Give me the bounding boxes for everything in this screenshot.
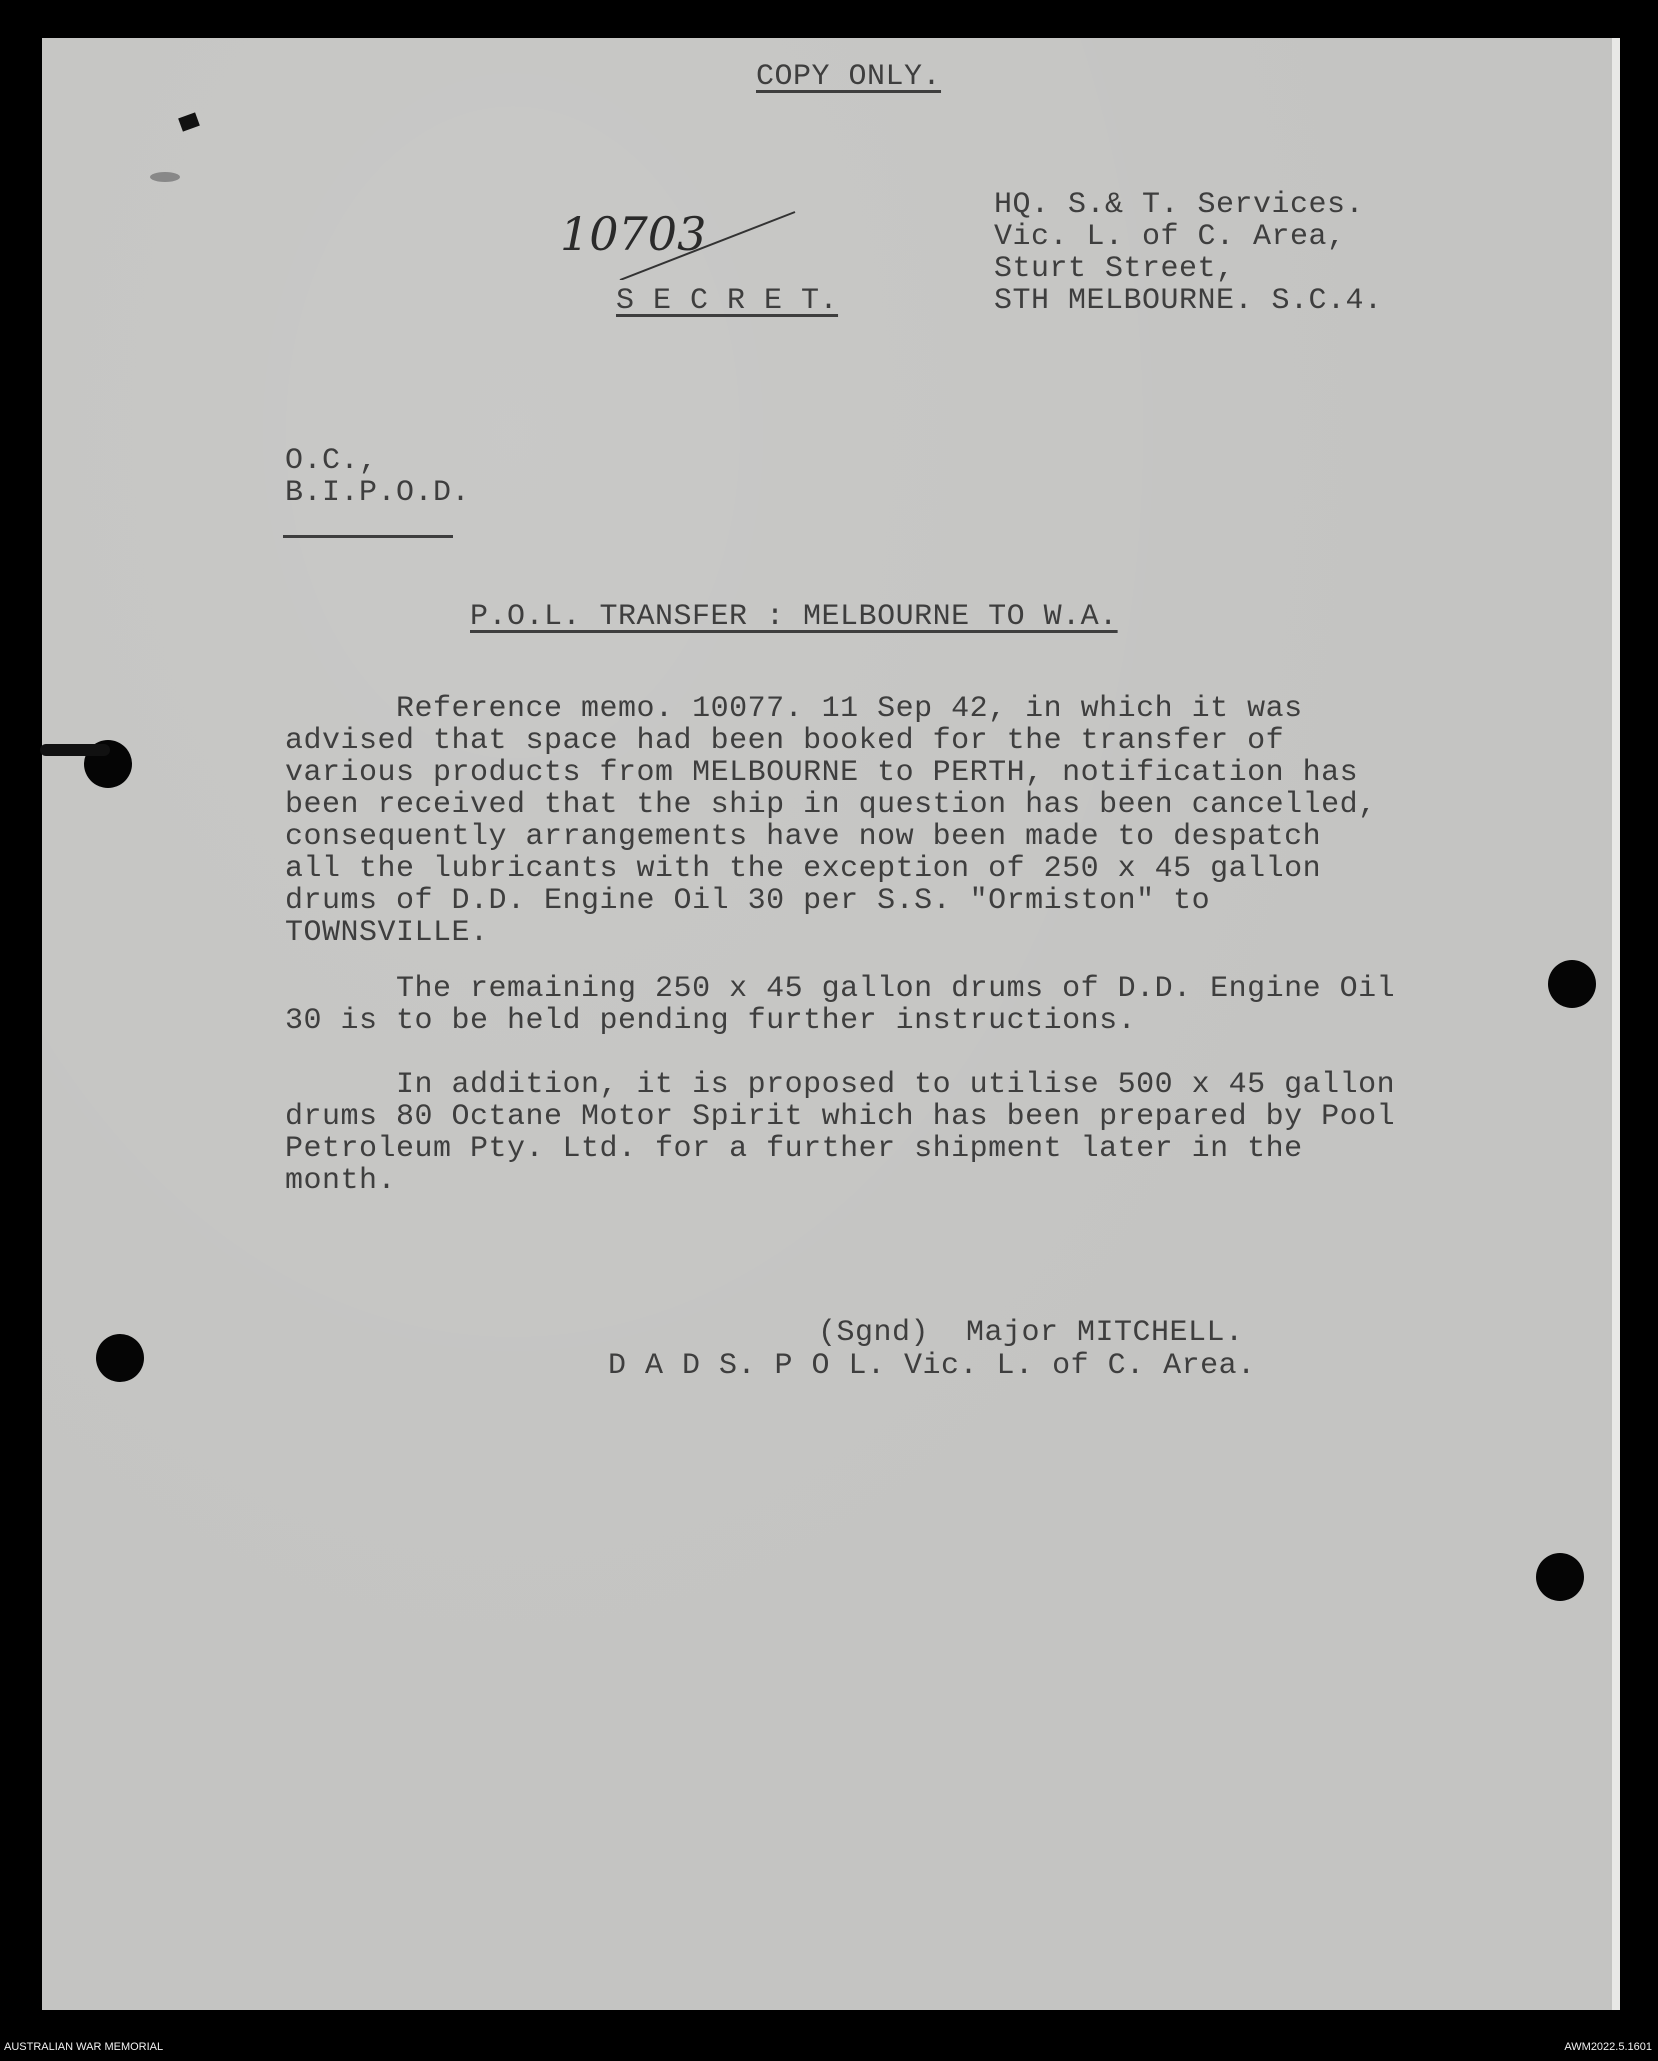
address-line: STH MELBOURNE. S.C.4.	[994, 284, 1383, 318]
recipient-rule	[283, 535, 453, 538]
body-line: been received that the ship in question has been cancelled,	[285, 788, 1377, 822]
punch-hole	[1548, 960, 1596, 1008]
signature-title: D A D S. P O L. Vic. L. of C. Area.	[608, 1349, 1256, 1383]
address-line: Sturt Street,	[994, 252, 1235, 286]
recipient-line: O.C.,	[285, 444, 378, 478]
body-line: drums of D.D. Engine Oil 30 per S.S. "Ormiston" to	[285, 884, 1211, 918]
copy-only-label: COPY ONLY.	[756, 60, 942, 94]
file-number-text: 10703	[560, 207, 707, 261]
body-line: In addition, it is proposed to utilise 500 x 45 gallon	[285, 1068, 1396, 1102]
handwritten-file-number	[560, 200, 800, 280]
body-line: month.	[285, 1164, 397, 1198]
address-line: Vic. L. of C. Area,	[994, 220, 1346, 254]
footer-reference: AWM2022.5.1601	[1564, 2041, 1652, 2053]
secret-classification: S E C R E T.	[616, 284, 839, 318]
body-line: consequently arrangements have now been made to despatch	[285, 820, 1322, 854]
body-line: drums 80 Octane Motor Spirit which has been prepared by Pool	[285, 1100, 1396, 1134]
punch-hole	[1536, 1553, 1584, 1601]
punch-hole	[96, 1334, 144, 1382]
body-line: Petroleum Pty. Ltd. for a further shipment later in the	[285, 1132, 1303, 1166]
staple-hole	[150, 172, 180, 182]
body-line: all the lubricants with the exception of 250 x 45 gallon	[285, 852, 1322, 886]
body-line: Reference memo. 10077. 11 Sep 42, in which it was	[285, 692, 1303, 726]
subject-line: P.O.L. TRANSFER : MELBOURNE TO W.A.	[470, 600, 1118, 634]
recipient-line: B.I.P.O.D.	[285, 476, 471, 510]
page-edge	[1612, 38, 1620, 2010]
address-line: HQ. S.& T. Services.	[994, 188, 1365, 222]
signature-name: (Sgnd) Major MITCHELL.	[818, 1316, 1244, 1350]
footer-credit: AUSTRALIAN WAR MEMORIAL	[4, 2041, 164, 2053]
body-line: advised that space had been booked for the transfer of	[285, 724, 1285, 758]
ink-smudge	[40, 744, 110, 756]
body-line: 30 is to be held pending further instructions.	[285, 1004, 1137, 1038]
body-line: The remaining 250 x 45 gallon drums of D.D. Engine Oil	[285, 972, 1396, 1006]
body-line: various products from MELBOURNE to PERTH, notification has	[285, 756, 1359, 790]
body-line: TOWNSVILLE.	[285, 916, 489, 950]
